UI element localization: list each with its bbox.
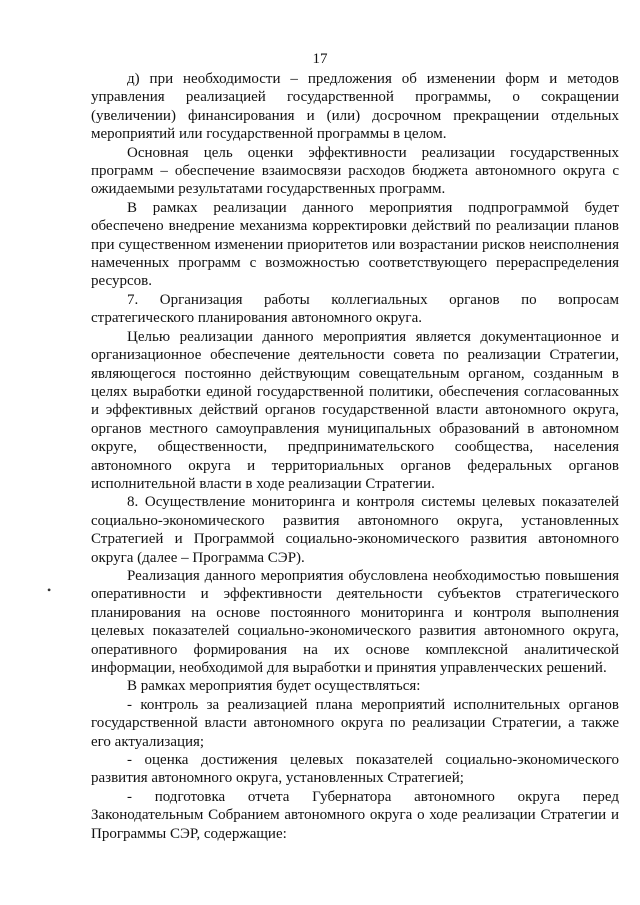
list-item-strategy-control: - контроль за реализацией плана мероприятий исполнительных органов государственной власти автономного округа по реализации Стратегии, а также его актуализация; (91, 696, 619, 750)
paragraph-section-8-rationale: Реализация данного мероприятия обусловлена необходимостью повышения оперативности и эффективности деятельности субъектов стратегического планирования на основе постоянного мониторинга и контроля выполнения целевых показателей социально-экономического развития автономного округа, оперативного формирования на их основе комплексной аналитической информации, необходимой для выработки и принятия управленческих решений. (91, 567, 619, 676)
list-item-governor-report: - подготовка отчета Губернатора автономного округа перед Законодательным Собранием автономного округа о ходе реализации Стратегии и Программы СЭР, содержащие: (91, 788, 619, 842)
paragraph-section-7-heading: 7. Организация работы коллегиальных органов по вопросам стратегического планирования автономного округа. (91, 291, 619, 327)
paragraph-activities-intro: В рамках мероприятия будет осуществляться: (127, 678, 421, 695)
paragraph-section-8-heading: 8. Осуществление мониторинга и контроля системы целевых показателей социально-экономического развития автономного округа, установленных Стратегией и Программой социально-экономического развития автономного округа (далее – Программа СЭР). (91, 494, 619, 566)
paragraph-item-d: д) при необходимости – предложения об изменении форм и методов управления реализацией государственной программы, о сокращении (увеличении) финансирования и (или) досрочном прекращении отдельных мероприятий или государственной программы в целом. (91, 71, 619, 143)
paragraph-section-7-purpose: Целью реализации данного мероприятия является документационное и организационное обеспечение деятельности совета по реализации Стратегии, являющегося постоянно действующим совещательным органом, созданным в целях выработки единой государственной политики, обеспечения согласованных и эффективных действий органов государственной власти автономного округа, органов местного самоуправления муниципальных образований в автономном округе, общественности, предпринимательского сообщества, населения автономного округа и территориальных органов федеральных органов исполнительной власти в ходе реализации Стратегии. (91, 328, 619, 492)
paragraph-correction-mechanism: В рамках реализации данного мероприятия подпрограммой будет обеспечено внедрение механизма корректировки действий по реализации планов при существенном изменении приоритетов или возрастании рисков неисполнения намеченных программ с возможностью соответствующего перераспределения ресурсов. (91, 199, 619, 290)
page-number: 17 (312, 51, 328, 67)
document-body (91, 70, 619, 843)
margin-mark: • (47, 583, 52, 597)
paragraph-evaluation-goal: Основная цель оценки эффективности реализации государственных программ – обеспечение взаимосвязи расходов бюджета автономного округа с ожидаемыми результатами государственных программ. (91, 144, 619, 198)
list-item-indicator-assessment: - оценка достижения целевых показателей социально-экономического развития автономного округа, установленных Стратегией; (91, 752, 619, 787)
